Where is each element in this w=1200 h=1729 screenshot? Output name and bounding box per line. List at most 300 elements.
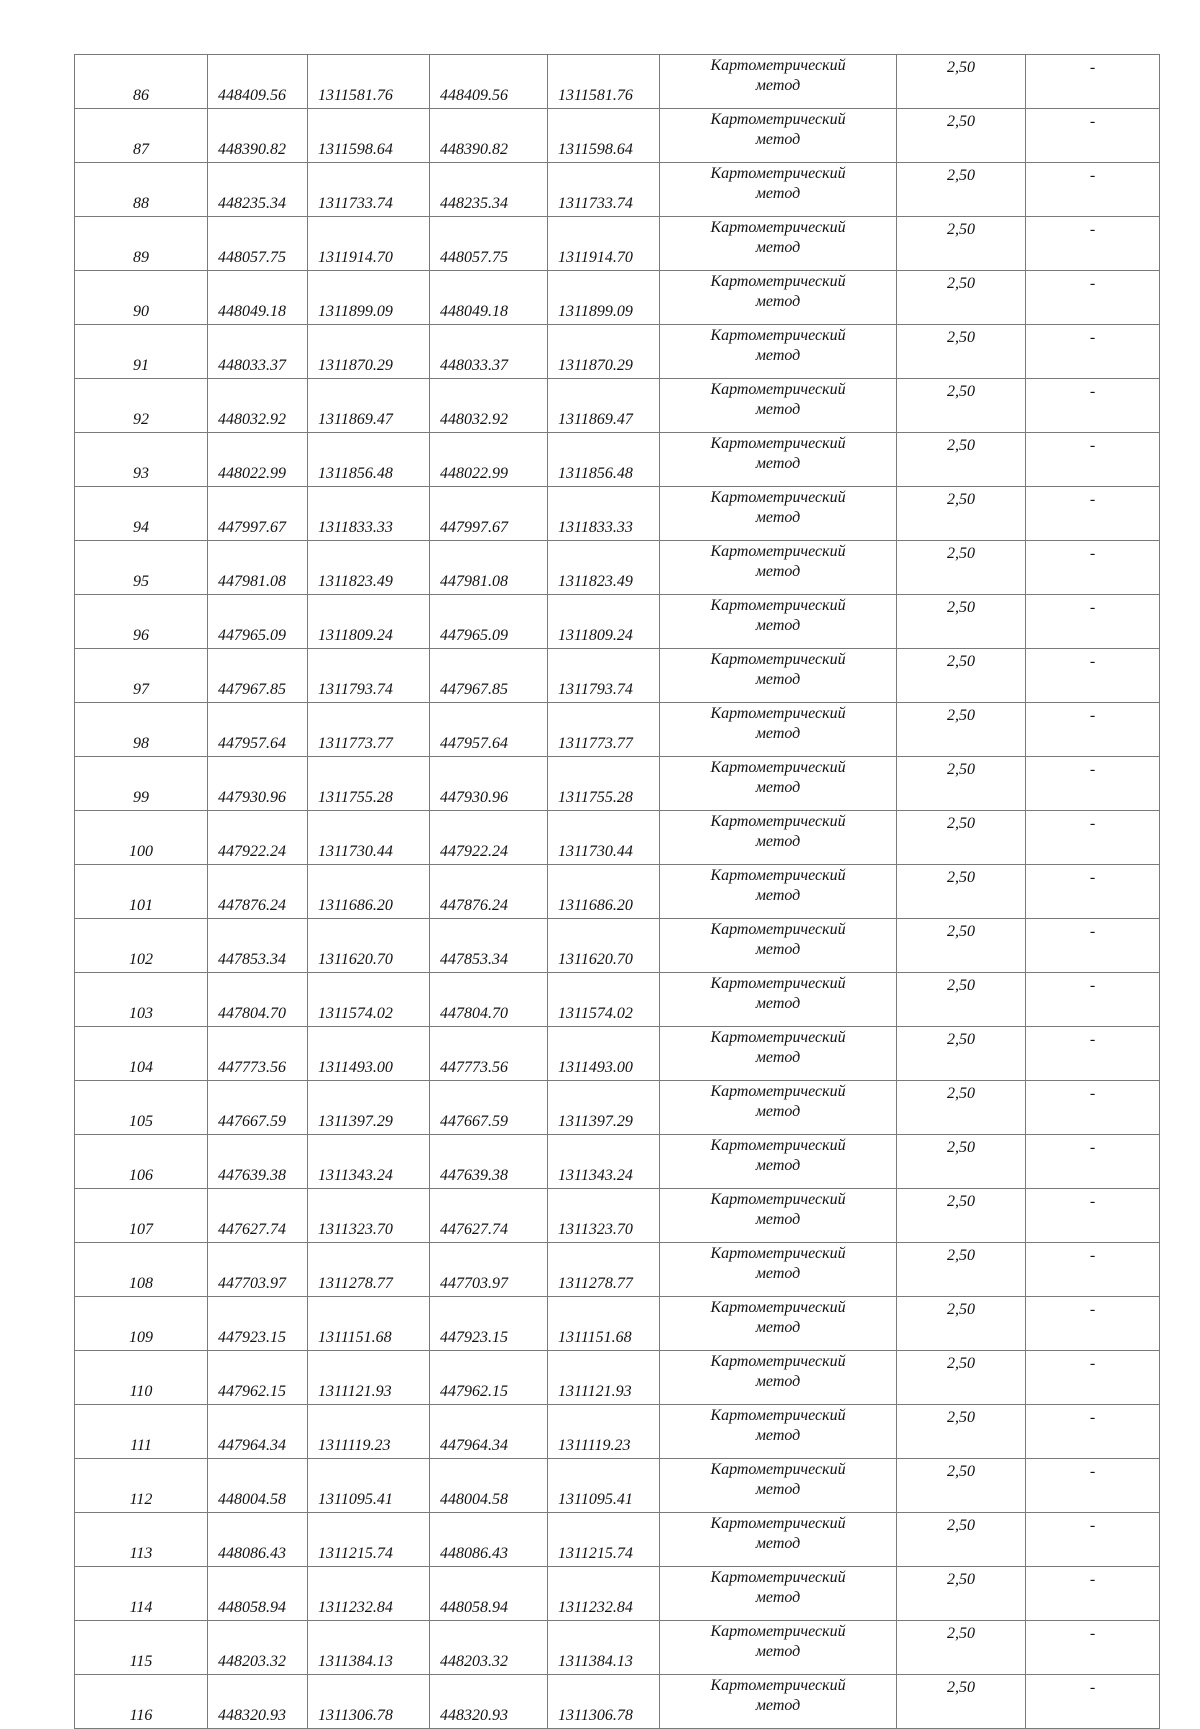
accuracy-cell: 2,50	[897, 973, 1026, 1027]
accuracy-cell: 2,50	[897, 163, 1026, 217]
table-row	[75, 1567, 1160, 1621]
method-line-2: метод	[755, 563, 801, 580]
table-row	[75, 649, 1160, 703]
x-refined-cell: 447876.24	[430, 865, 548, 919]
y-refined-cell: 1311620.70	[548, 919, 660, 973]
accuracy-cell: 2,50	[897, 1081, 1026, 1135]
y-existing-cell: 1311620.70	[308, 919, 430, 973]
y-existing-cell: 1311598.64	[308, 109, 430, 163]
y-refined-cell: 1311809.24	[548, 595, 660, 649]
x-existing-cell: 448022.99	[208, 433, 308, 487]
method-cell	[660, 55, 897, 109]
note-cell: -	[1026, 163, 1160, 217]
accuracy-cell: 2,50	[897, 379, 1026, 433]
point-number-cell: 99	[75, 757, 208, 811]
note-cell: -	[1026, 595, 1160, 649]
table-row	[75, 1027, 1160, 1081]
note-cell: -	[1026, 703, 1160, 757]
method-line-1: Картометрический	[710, 813, 846, 830]
note-cell: -	[1026, 1189, 1160, 1243]
y-refined-cell: 1311397.29	[548, 1081, 660, 1135]
x-existing-cell: 447957.64	[208, 703, 308, 757]
point-number-cell: 97	[75, 649, 208, 703]
point-number-cell: 95	[75, 541, 208, 595]
x-existing-cell: 447703.97	[208, 1243, 308, 1297]
accuracy-cell: 2,50	[897, 595, 1026, 649]
x-refined-cell: 447773.56	[430, 1027, 548, 1081]
x-refined-cell: 447962.15	[430, 1351, 548, 1405]
table-row	[75, 541, 1160, 595]
y-refined-cell: 1311823.49	[548, 541, 660, 595]
method-cell	[660, 1027, 897, 1081]
y-existing-cell: 1311869.47	[308, 379, 430, 433]
x-refined-cell: 448058.94	[430, 1567, 548, 1621]
note-cell: -	[1026, 1297, 1160, 1351]
method-line-1: Картометрический	[710, 1191, 846, 1208]
note-cell: -	[1026, 1405, 1160, 1459]
point-number-cell: 106	[75, 1135, 208, 1189]
x-existing-cell: 447853.34	[208, 919, 308, 973]
method-cell	[660, 919, 897, 973]
y-existing-cell: 1311215.74	[308, 1513, 430, 1567]
x-existing-cell: 447923.15	[208, 1297, 308, 1351]
note-cell: -	[1026, 1513, 1160, 1567]
method-line-1: Картометрический	[710, 219, 846, 236]
method-cell	[660, 217, 897, 271]
x-existing-cell: 447773.56	[208, 1027, 308, 1081]
y-existing-cell: 1311343.24	[308, 1135, 430, 1189]
method-cell	[660, 1135, 897, 1189]
y-refined-cell: 1311914.70	[548, 217, 660, 271]
method-cell	[660, 1297, 897, 1351]
x-existing-cell: 447997.67	[208, 487, 308, 541]
method-line-1: Картометрический	[710, 57, 846, 74]
y-refined-cell: 1311598.64	[548, 109, 660, 163]
y-refined-cell: 1311870.29	[548, 325, 660, 379]
note-cell: -	[1026, 1567, 1160, 1621]
method-cell	[660, 1405, 897, 1459]
x-existing-cell: 448320.93	[208, 1675, 308, 1729]
method-cell	[660, 1459, 897, 1513]
point-number-cell: 90	[75, 271, 208, 325]
x-existing-cell: 447930.96	[208, 757, 308, 811]
y-existing-cell: 1311793.74	[308, 649, 430, 703]
y-refined-cell: 1311899.09	[548, 271, 660, 325]
method-cell	[660, 649, 897, 703]
method-line-2: метод	[755, 77, 801, 94]
method-line-2: метод	[755, 671, 801, 688]
method-cell	[660, 325, 897, 379]
table-row	[75, 757, 1160, 811]
y-existing-cell: 1311574.02	[308, 973, 430, 1027]
y-existing-cell: 1311823.49	[308, 541, 430, 595]
x-existing-cell: 448058.94	[208, 1567, 308, 1621]
point-number-cell: 88	[75, 163, 208, 217]
y-existing-cell: 1311095.41	[308, 1459, 430, 1513]
method-cell	[660, 1621, 897, 1675]
y-refined-cell: 1311384.13	[548, 1621, 660, 1675]
y-refined-cell: 1311121.93	[548, 1351, 660, 1405]
table-row	[75, 1243, 1160, 1297]
table-row	[75, 1405, 1160, 1459]
point-number-cell: 104	[75, 1027, 208, 1081]
note-cell: -	[1026, 919, 1160, 973]
table-row	[75, 1675, 1160, 1729]
method-line-2: метод	[755, 185, 801, 202]
point-number-cell: 116	[75, 1675, 208, 1729]
note-cell: -	[1026, 1351, 1160, 1405]
table-row	[75, 703, 1160, 757]
method-line-1: Картометрический	[710, 759, 846, 776]
table-row	[75, 325, 1160, 379]
y-refined-cell: 1311773.77	[548, 703, 660, 757]
y-existing-cell: 1311278.77	[308, 1243, 430, 1297]
method-cell	[660, 379, 897, 433]
x-refined-cell: 448235.34	[430, 163, 548, 217]
point-number-cell: 101	[75, 865, 208, 919]
x-existing-cell: 447627.74	[208, 1189, 308, 1243]
accuracy-cell: 2,50	[897, 109, 1026, 163]
y-existing-cell: 1311914.70	[308, 217, 430, 271]
note-cell: -	[1026, 865, 1160, 919]
method-line-1: Картометрический	[710, 597, 846, 614]
accuracy-cell: 2,50	[897, 1243, 1026, 1297]
x-refined-cell: 447922.24	[430, 811, 548, 865]
method-line-1: Картометрический	[710, 273, 846, 290]
x-existing-cell: 447639.38	[208, 1135, 308, 1189]
y-refined-cell: 1311343.24	[548, 1135, 660, 1189]
accuracy-cell: 2,50	[897, 271, 1026, 325]
method-line-1: Картометрический	[710, 1083, 846, 1100]
method-cell	[660, 1189, 897, 1243]
method-line-1: Картометрический	[710, 1623, 846, 1640]
x-refined-cell: 447639.38	[430, 1135, 548, 1189]
method-line-2: метод	[755, 1211, 801, 1228]
point-number-cell: 96	[75, 595, 208, 649]
method-line-1: Картометрический	[710, 1569, 846, 1586]
note-cell: -	[1026, 541, 1160, 595]
point-number-cell: 102	[75, 919, 208, 973]
y-refined-cell: 1311574.02	[548, 973, 660, 1027]
x-refined-cell: 447930.96	[430, 757, 548, 811]
method-line-1: Картометрический	[710, 435, 846, 452]
x-refined-cell: 447667.59	[430, 1081, 548, 1135]
x-refined-cell: 448004.58	[430, 1459, 548, 1513]
note-cell: -	[1026, 487, 1160, 541]
method-line-1: Картометрический	[710, 1137, 846, 1154]
y-existing-cell: 1311686.20	[308, 865, 430, 919]
method-cell	[660, 811, 897, 865]
method-cell	[660, 973, 897, 1027]
method-line-2: метод	[755, 455, 801, 472]
y-refined-cell: 1311869.47	[548, 379, 660, 433]
accuracy-cell: 2,50	[897, 1351, 1026, 1405]
y-existing-cell: 1311899.09	[308, 271, 430, 325]
note-cell: -	[1026, 1243, 1160, 1297]
method-line-1: Картометрический	[710, 1407, 846, 1424]
table-row	[75, 1081, 1160, 1135]
y-refined-cell: 1311686.20	[548, 865, 660, 919]
method-line-2: метод	[755, 347, 801, 364]
method-line-1: Картометрический	[710, 651, 846, 668]
method-cell	[660, 865, 897, 919]
accuracy-cell: 2,50	[897, 55, 1026, 109]
method-line-1: Картометрический	[710, 111, 846, 128]
note-cell: -	[1026, 1135, 1160, 1189]
x-refined-cell: 447703.97	[430, 1243, 548, 1297]
y-refined-cell: 1311095.41	[548, 1459, 660, 1513]
method-line-2: метод	[755, 1319, 801, 1336]
note-cell: -	[1026, 757, 1160, 811]
point-number-cell: 87	[75, 109, 208, 163]
table-row	[75, 1189, 1160, 1243]
y-refined-cell: 1311730.44	[548, 811, 660, 865]
method-line-2: метод	[755, 1589, 801, 1606]
table-row	[75, 1135, 1160, 1189]
method-cell	[660, 757, 897, 811]
method-line-1: Картометрический	[710, 1677, 846, 1694]
method-cell	[660, 1513, 897, 1567]
x-refined-cell: 448409.56	[430, 55, 548, 109]
x-refined-cell: 448022.99	[430, 433, 548, 487]
y-existing-cell: 1311493.00	[308, 1027, 430, 1081]
accuracy-cell: 2,50	[897, 865, 1026, 919]
x-refined-cell: 448033.37	[430, 325, 548, 379]
method-line-2: метод	[755, 779, 801, 796]
accuracy-cell: 2,50	[897, 1405, 1026, 1459]
note-cell: -	[1026, 1459, 1160, 1513]
table-row	[75, 379, 1160, 433]
y-refined-cell: 1311755.28	[548, 757, 660, 811]
note-cell: -	[1026, 649, 1160, 703]
point-number-cell: 86	[75, 55, 208, 109]
x-existing-cell: 448032.92	[208, 379, 308, 433]
method-line-1: Картометрический	[710, 489, 846, 506]
y-existing-cell: 1311384.13	[308, 1621, 430, 1675]
table-row	[75, 811, 1160, 865]
method-line-1: Картометрический	[710, 705, 846, 722]
point-number-cell: 93	[75, 433, 208, 487]
table-row	[75, 487, 1160, 541]
point-number-cell: 108	[75, 1243, 208, 1297]
y-existing-cell: 1311151.68	[308, 1297, 430, 1351]
x-refined-cell: 447853.34	[430, 919, 548, 973]
method-line-2: метод	[755, 1373, 801, 1390]
method-cell	[660, 1567, 897, 1621]
x-refined-cell: 447923.15	[430, 1297, 548, 1351]
y-existing-cell: 1311581.76	[308, 55, 430, 109]
x-refined-cell: 448320.93	[430, 1675, 548, 1729]
table-row	[75, 595, 1160, 649]
x-refined-cell: 447997.67	[430, 487, 548, 541]
note-cell: -	[1026, 109, 1160, 163]
table-row	[75, 1297, 1160, 1351]
method-cell	[660, 109, 897, 163]
method-line-1: Картометрический	[710, 165, 846, 182]
x-refined-cell: 447965.09	[430, 595, 548, 649]
method-line-1: Картометрический	[710, 381, 846, 398]
point-number-cell: 112	[75, 1459, 208, 1513]
accuracy-cell: 2,50	[897, 1675, 1026, 1729]
x-existing-cell: 447804.70	[208, 973, 308, 1027]
point-number-cell: 113	[75, 1513, 208, 1567]
method-line-1: Картометрический	[710, 543, 846, 560]
table-body	[75, 55, 1160, 1729]
accuracy-cell: 2,50	[897, 811, 1026, 865]
accuracy-cell: 2,50	[897, 1459, 1026, 1513]
x-refined-cell: 448390.82	[430, 109, 548, 163]
method-cell	[660, 1081, 897, 1135]
method-line-2: метод	[755, 1643, 801, 1660]
x-existing-cell: 447981.08	[208, 541, 308, 595]
method-line-2: метод	[755, 239, 801, 256]
x-existing-cell: 447962.15	[208, 1351, 308, 1405]
table-row	[75, 865, 1160, 919]
method-line-2: метод	[755, 1103, 801, 1120]
point-number-cell: 115	[75, 1621, 208, 1675]
accuracy-cell: 2,50	[897, 1513, 1026, 1567]
note-cell: -	[1026, 1621, 1160, 1675]
method-line-2: метод	[755, 131, 801, 148]
method-line-1: Картометрический	[710, 327, 846, 344]
note-cell: -	[1026, 379, 1160, 433]
y-existing-cell: 1311119.23	[308, 1405, 430, 1459]
y-existing-cell: 1311755.28	[308, 757, 430, 811]
point-number-cell: 89	[75, 217, 208, 271]
method-line-2: метод	[755, 1535, 801, 1552]
x-existing-cell: 448235.34	[208, 163, 308, 217]
point-number-cell: 107	[75, 1189, 208, 1243]
coordinates-table	[74, 54, 1160, 1729]
x-existing-cell: 447964.34	[208, 1405, 308, 1459]
point-number-cell: 105	[75, 1081, 208, 1135]
point-number-cell: 110	[75, 1351, 208, 1405]
x-refined-cell: 447804.70	[430, 973, 548, 1027]
accuracy-cell: 2,50	[897, 919, 1026, 973]
y-refined-cell: 1311833.33	[548, 487, 660, 541]
method-cell	[660, 541, 897, 595]
method-line-2: метод	[755, 1265, 801, 1282]
point-number-cell: 100	[75, 811, 208, 865]
method-line-2: метод	[755, 725, 801, 742]
accuracy-cell: 2,50	[897, 487, 1026, 541]
y-refined-cell: 1311493.00	[548, 1027, 660, 1081]
note-cell: -	[1026, 1027, 1160, 1081]
x-refined-cell: 448057.75	[430, 217, 548, 271]
point-number-cell: 103	[75, 973, 208, 1027]
note-cell: -	[1026, 271, 1160, 325]
accuracy-cell: 2,50	[897, 649, 1026, 703]
y-refined-cell: 1311323.70	[548, 1189, 660, 1243]
method-line-2: метод	[755, 1049, 801, 1066]
accuracy-cell: 2,50	[897, 541, 1026, 595]
method-cell	[660, 433, 897, 487]
table-row	[75, 919, 1160, 973]
y-refined-cell: 1311119.23	[548, 1405, 660, 1459]
table-row	[75, 433, 1160, 487]
y-existing-cell: 1311733.74	[308, 163, 430, 217]
accuracy-cell: 2,50	[897, 433, 1026, 487]
note-cell: -	[1026, 1081, 1160, 1135]
accuracy-cell: 2,50	[897, 1567, 1026, 1621]
x-refined-cell: 447967.85	[430, 649, 548, 703]
method-cell	[660, 1675, 897, 1729]
x-refined-cell: 448203.32	[430, 1621, 548, 1675]
method-line-2: метод	[755, 995, 801, 1012]
table-row	[75, 271, 1160, 325]
method-line-2: метод	[755, 941, 801, 958]
note-cell: -	[1026, 1675, 1160, 1729]
y-existing-cell: 1311306.78	[308, 1675, 430, 1729]
x-refined-cell: 448086.43	[430, 1513, 548, 1567]
point-number-cell: 109	[75, 1297, 208, 1351]
method-line-2: метод	[755, 509, 801, 526]
method-line-1: Картометрический	[710, 1461, 846, 1478]
table-row	[75, 109, 1160, 163]
point-number-cell: 94	[75, 487, 208, 541]
x-existing-cell: 448390.82	[208, 109, 308, 163]
note-cell: -	[1026, 217, 1160, 271]
accuracy-cell: 2,50	[897, 757, 1026, 811]
y-refined-cell: 1311793.74	[548, 649, 660, 703]
method-line-2: метод	[755, 401, 801, 418]
point-number-cell: 98	[75, 703, 208, 757]
method-cell	[660, 163, 897, 217]
table-row	[75, 55, 1160, 109]
table-row	[75, 1513, 1160, 1567]
method-line-2: метод	[755, 1157, 801, 1174]
table-row	[75, 163, 1160, 217]
point-number-cell: 111	[75, 1405, 208, 1459]
method-line-2: метод	[755, 1697, 801, 1714]
x-refined-cell: 447981.08	[430, 541, 548, 595]
method-line-1: Картометрический	[710, 1029, 846, 1046]
note-cell: -	[1026, 55, 1160, 109]
x-existing-cell: 447876.24	[208, 865, 308, 919]
x-existing-cell: 447967.85	[208, 649, 308, 703]
method-cell	[660, 595, 897, 649]
x-existing-cell: 448004.58	[208, 1459, 308, 1513]
y-refined-cell: 1311215.74	[548, 1513, 660, 1567]
y-existing-cell: 1311833.33	[308, 487, 430, 541]
table-row	[75, 1621, 1160, 1675]
method-line-1: Картометрический	[710, 1353, 846, 1370]
method-line-2: метод	[755, 833, 801, 850]
method-line-1: Картометрический	[710, 921, 846, 938]
accuracy-cell: 2,50	[897, 1297, 1026, 1351]
table-row	[75, 217, 1160, 271]
y-refined-cell: 1311581.76	[548, 55, 660, 109]
method-line-1: Картометрический	[710, 867, 846, 884]
x-existing-cell: 448033.37	[208, 325, 308, 379]
y-existing-cell: 1311856.48	[308, 433, 430, 487]
y-refined-cell: 1311232.84	[548, 1567, 660, 1621]
method-line-2: метод	[755, 887, 801, 904]
x-existing-cell: 448409.56	[208, 55, 308, 109]
x-refined-cell: 447957.64	[430, 703, 548, 757]
accuracy-cell: 2,50	[897, 1135, 1026, 1189]
note-cell: -	[1026, 811, 1160, 865]
x-existing-cell: 447667.59	[208, 1081, 308, 1135]
note-cell: -	[1026, 433, 1160, 487]
x-existing-cell: 447965.09	[208, 595, 308, 649]
accuracy-cell: 2,50	[897, 1189, 1026, 1243]
method-cell	[660, 271, 897, 325]
point-number-cell: 92	[75, 379, 208, 433]
method-line-1: Картометрический	[710, 975, 846, 992]
method-cell	[660, 487, 897, 541]
note-cell: -	[1026, 325, 1160, 379]
